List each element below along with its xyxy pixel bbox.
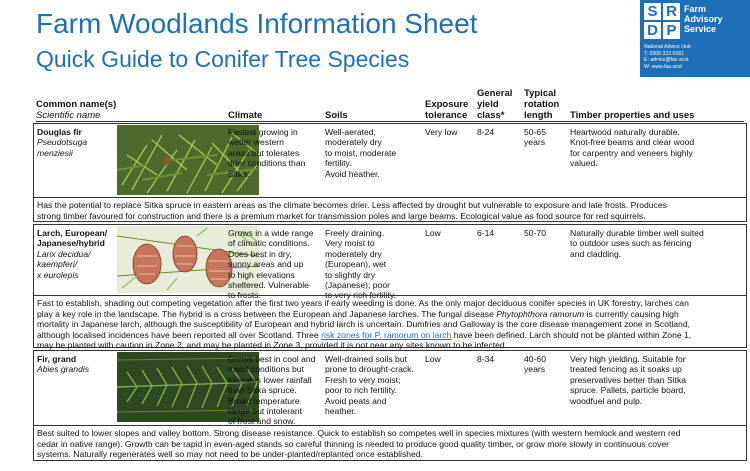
exposure-cell: Low: [425, 228, 441, 238]
scientific-name: kaempferi/: [37, 259, 78, 270]
rotation-unit: years: [524, 364, 546, 375]
logo-letter: R: [663, 3, 680, 20]
rotation-cell: [524, 228, 568, 238]
notes-line: cedar in native range). Growth can be rapid in even-aged stands so careful thinning is needed to produce good quality timber, or grow more slowly in continuous cover: [37, 438, 670, 449]
climate-line: Fastest growing in: [228, 127, 298, 137]
risk-zones-link[interactable]: risk zones for P. ramorum on larch: [321, 329, 452, 340]
col-header-yield: [477, 88, 512, 121]
exposure-cell: Very low: [425, 127, 458, 137]
timber-line: and cladding.: [570, 248, 622, 259]
timber-line: woodfuel and pulp.: [570, 395, 643, 406]
logo-letter: P: [663, 22, 680, 39]
soils-line: heather.: [325, 406, 357, 417]
notes-line: [37, 330, 743, 341]
climate-line: moist conditions but: [228, 364, 304, 375]
rotation-value: 50-70: [524, 228, 546, 238]
notes-text: have been defined. Larch should not be planted within Zone 1,: [451, 329, 692, 340]
climate-line: range but intolerant: [228, 406, 303, 417]
climate-line: of frost and snow.: [228, 416, 296, 427]
page-subtitle: Quick Guide to Conifer Tree Species: [36, 46, 410, 72]
climate-line: to frosts.: [228, 290, 261, 301]
climate-line: Broad temperature: [228, 395, 300, 406]
col-label-line: class*: [477, 110, 505, 121]
fas-logo: [640, 0, 750, 77]
col-label-line: Typical: [524, 88, 557, 99]
rotation-cell: [524, 127, 568, 148]
timber-cell: [570, 354, 746, 406]
col-label-line: tolerance: [425, 110, 468, 121]
notes-text: although localised incidences have been reported all over Scotland. Three: [37, 329, 322, 340]
climate-line: areas but tolerates: [228, 147, 300, 158]
soils-line: moderately dry: [325, 137, 382, 148]
notes-line: strong timber favoured for construction and there is a premium market for transmission poles and large beams. Ecological value as food source for red squirrels.: [37, 210, 646, 221]
soils-line: Well-drained soils but: [325, 354, 407, 364]
notes-line: Best suited to lower slopes and valley bottom. Strong disease resistance. Quick to establish so competes well in species mixtures (with western hemlock and western red: [37, 428, 681, 438]
col-label-line: length: [524, 110, 553, 121]
yield-cell: 8-34: [477, 354, 495, 364]
logo-name-line: Service: [684, 24, 717, 34]
soils-line: to slightly dry: [325, 269, 376, 280]
scientific-name: menziesii: [37, 147, 73, 158]
timber-line: to outdoor uses such as fencing: [570, 238, 692, 249]
contact-hub: National Advice Hub: [644, 44, 691, 50]
species-name-cell: [37, 127, 117, 158]
rotation-value: 40-60: [524, 354, 546, 364]
climate-line: tolerates lower rainfall: [228, 374, 312, 385]
col-label-line: Exposure: [425, 99, 469, 110]
species-name-cell: [37, 228, 117, 280]
soils-line: fertility.: [325, 158, 352, 169]
timber-line: treated fencing as it soaks up: [570, 364, 682, 375]
climate-cell: [228, 354, 326, 427]
col-header-timber: Timber properties and uses: [570, 110, 695, 121]
col-name-label: Common name(s): [36, 99, 117, 110]
soils-line: to very rich fertility.: [325, 290, 396, 301]
soils-line: poor to rich fertility.: [325, 385, 397, 396]
timber-cell: [570, 228, 746, 259]
scientific-name: Pseudotsuga: [37, 137, 88, 148]
timber-line: Very high yielding. Suitable for: [570, 354, 686, 364]
climate-line: than Sitka spruce.: [228, 385, 297, 396]
common-name: Japanese/hybrid: [37, 238, 105, 249]
timber-line: valued.: [570, 158, 598, 169]
common-name: Larch, European/: [37, 228, 108, 238]
yield-cell: 8-24: [477, 127, 495, 137]
page-title: Farm Woodlands Information Sheet: [36, 8, 478, 39]
notes-line: mortality in Japanese larch, although the susceptibility of European and hybrid larch is uncertain. Dumfries and Galloway is the core disease management zone in Scotland,: [37, 319, 691, 330]
rotation-unit: years: [524, 137, 546, 148]
srdp-mark: [644, 3, 680, 39]
climate-line: Grows best in cool and: [228, 354, 316, 364]
notes-text: play a key role in the landscape. The hybrid is a cross between the European and Japanese larches. The fungal disease: [37, 308, 497, 319]
species-notes: [34, 425, 746, 462]
soils-cell: [325, 228, 423, 301]
rotation-value: 50-65: [524, 127, 546, 137]
notes-text: is currently causing high: [584, 308, 679, 319]
contact-web[interactable]: W: www.fas.scot: [644, 63, 682, 70]
col-header-climate: Climate: [228, 110, 263, 121]
species-larch: [33, 224, 747, 351]
common-name: Douglas fir: [37, 127, 82, 137]
col-name-sublabel: Scientific name: [36, 110, 101, 121]
timber-cell: [570, 127, 746, 169]
soils-line: Fresh to very moist;: [325, 374, 401, 385]
climate-line: of climatic conditions.: [228, 238, 310, 249]
logo-name-line: Farm: [684, 4, 707, 14]
species-name-cell: [37, 354, 117, 375]
soils-line: Avoid heather.: [325, 168, 380, 179]
notes-line: systems. Naturally regenerates well so may not need to be under-planted/replanted once established.: [37, 449, 423, 460]
climate-line: Sitka.: [228, 168, 250, 179]
soils-cell: [325, 354, 423, 416]
soils-line: moderately dry: [325, 248, 382, 259]
climate-line: sunny areas and up: [228, 259, 304, 270]
notes-line: Has the potential to replace Sitka spruce in eastern areas as the climate becomes drier. Less affected by drought but vulnerable to exposure and late frosts. Produces: [37, 200, 667, 210]
soils-line: Freely draining.: [325, 228, 385, 238]
col-header-exposure: [425, 99, 468, 121]
timber-line: Heartwood naturally durable.: [570, 127, 680, 137]
notes-line: [37, 309, 743, 320]
climate-line: wetter western: [228, 137, 284, 148]
climate-line: sheltered. Vulnerable: [228, 280, 309, 291]
notes-italic: Phytophthora ramorum: [496, 308, 585, 319]
species-douglas-fir: [33, 123, 747, 222]
contact-email[interactable]: E: advice@fas.scot: [644, 57, 689, 63]
col-label-line: yield: [477, 99, 499, 110]
col-header-soils: Soils: [325, 110, 348, 121]
exposure-cell: Low: [425, 354, 441, 364]
yield-cell: 6-14: [477, 228, 495, 238]
soils-cell: [325, 127, 420, 179]
notes-line: may be planted with caution in Zone 2, and may be planted in Zone 3, provided it is not near any sites known to be infected.: [37, 340, 508, 351]
climate-line: Grows in a wide range: [228, 228, 314, 238]
col-header-name: [36, 99, 116, 121]
species-grand-fir: [33, 350, 747, 461]
rotation-cell: [524, 354, 568, 375]
soils-line: to moist, moderate: [325, 147, 397, 158]
scientific-name: Abies grandis: [37, 364, 90, 375]
logo-name-line: Advisory: [684, 14, 723, 24]
climate-line: drier conditions than: [228, 158, 306, 169]
soils-line: Well-aerated,: [325, 127, 376, 137]
species-notes: [34, 197, 746, 223]
climate-line: to high elevations: [228, 269, 295, 280]
climate-line: Does best in dry,: [228, 248, 292, 259]
timber-line: preservatives better than Sitka: [570, 374, 687, 385]
climate-cell: [228, 228, 326, 301]
col-header-rotation: [524, 88, 559, 121]
logo-letter: D: [644, 22, 661, 39]
scientific-name: x eurolepis: [37, 269, 79, 280]
logo-letter: S: [644, 3, 661, 20]
common-name: Fir, grand: [37, 354, 77, 364]
scientific-name: Larix decidua/: [37, 248, 91, 259]
header-rule: [36, 121, 744, 122]
logo-contact: [644, 44, 691, 70]
soils-line: (European), wet: [325, 259, 387, 270]
species-notes: [34, 295, 746, 353]
contact-tel: T: 0300 323 0161: [644, 50, 685, 57]
timber-line: spruce. Pallets, particle board,: [570, 385, 686, 396]
timber-line: Naturally durable timber well suited: [570, 228, 704, 238]
soils-line: prone to drought-crack.: [325, 364, 414, 375]
soils-line: Avoid peats and: [325, 395, 387, 406]
timber-line: Knot-free beams and clear wood: [570, 137, 695, 148]
notes-line: Fast to establish, shading out competing vegetation after the first two years if early weeding is done. As the only major deciduous conifer species in UK forestry, larches can: [37, 298, 689, 308]
soils-line: Very moist to: [325, 238, 375, 249]
col-label-line: General: [477, 88, 513, 99]
timber-line: for carpentry and veneers highly: [570, 147, 693, 158]
soils-line: (Japanese); poor: [325, 280, 390, 291]
logo-service-name: [684, 4, 748, 34]
col-label-line: rotation: [524, 99, 560, 110]
climate-cell: [228, 127, 323, 179]
